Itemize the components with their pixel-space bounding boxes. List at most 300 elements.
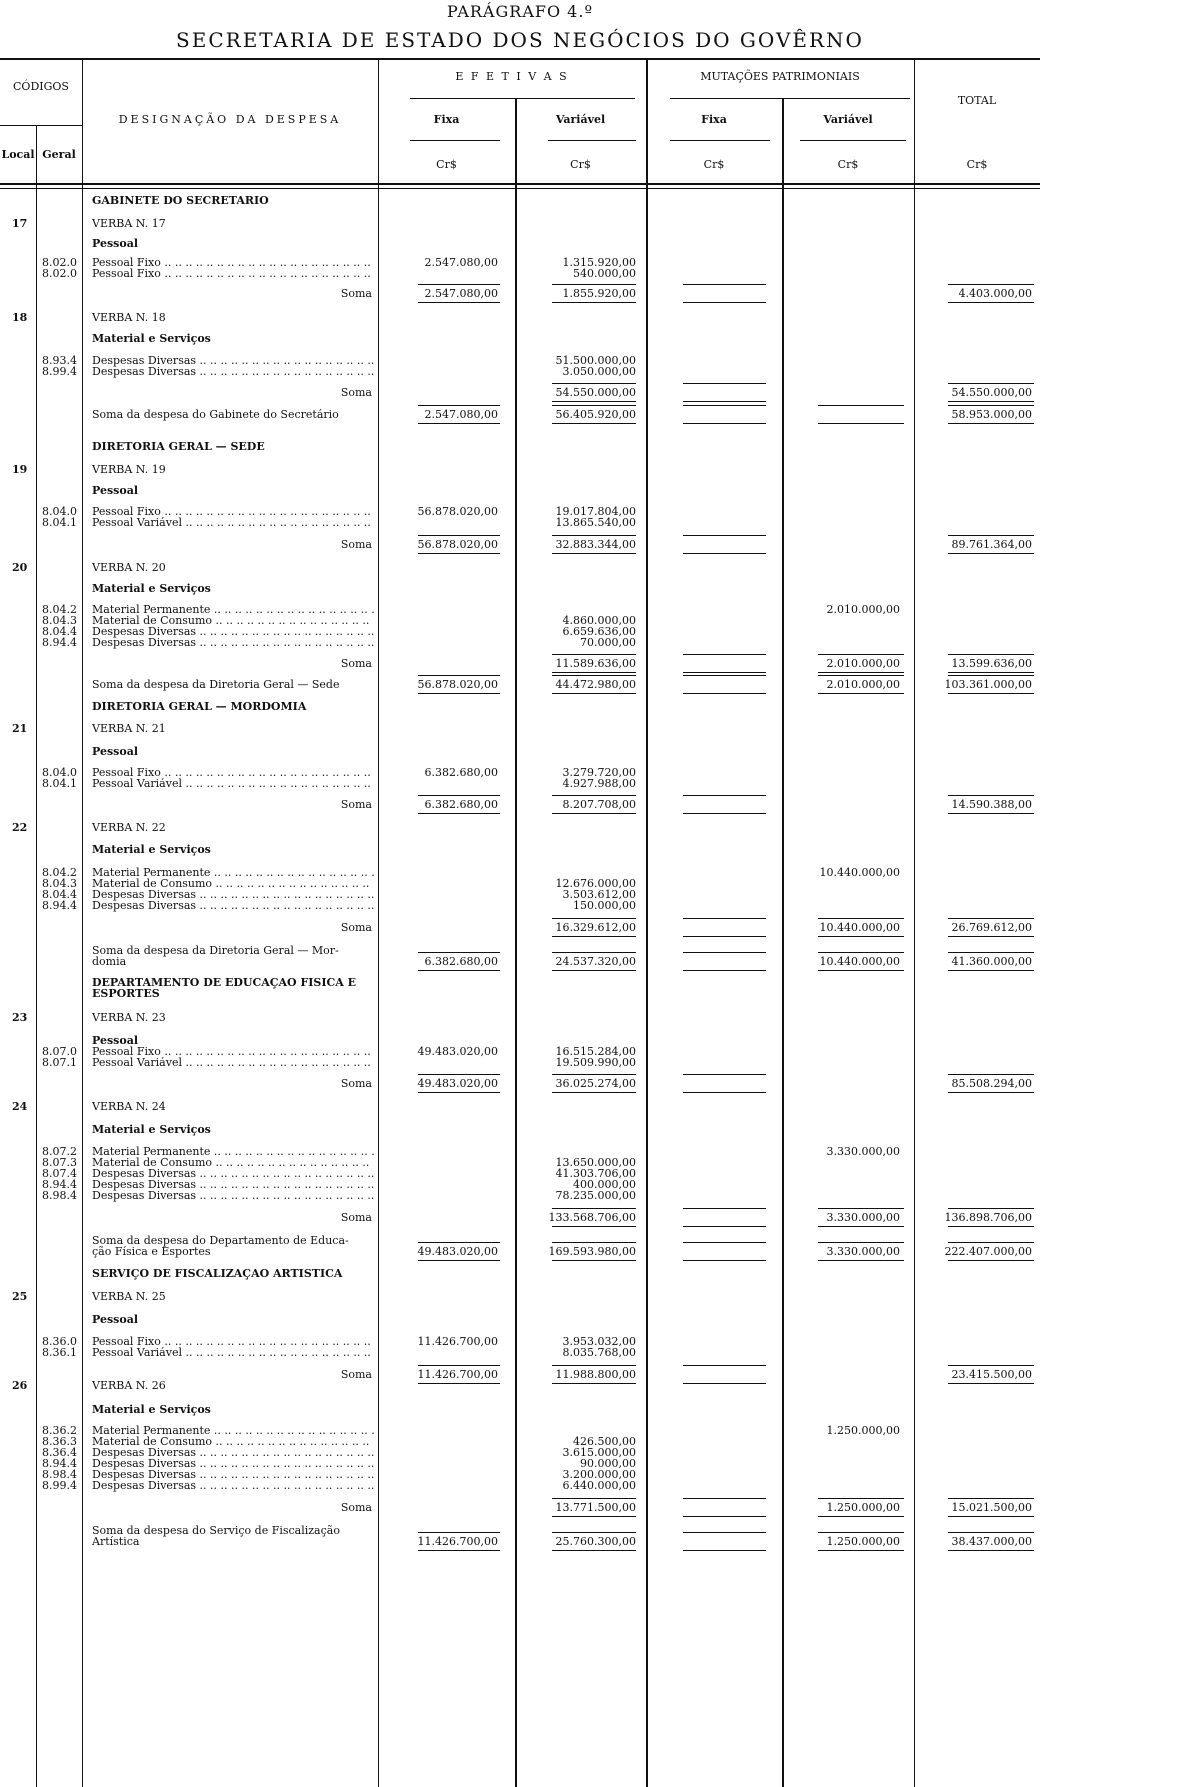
- cell-desc: Despesas Diversas .. ..: [92, 366, 374, 378]
- cell-desc: VERBA N. 24: [92, 1101, 166, 1113]
- sum-rule: [683, 795, 766, 796]
- cell-desc: Despesas Diversas .. ..: [92, 1458, 374, 1470]
- sum-rule: [948, 970, 1034, 971]
- sum-rule: [948, 918, 1034, 919]
- cell-desc: Pessoal: [92, 746, 139, 758]
- cell-desc: Soma: [340, 1078, 372, 1090]
- table-row: [0, 1291, 1040, 1303]
- sum-rule: [683, 284, 766, 285]
- sum-rule: [948, 423, 1034, 424]
- table-row: [0, 387, 1040, 399]
- cell-geral: 8.07.4: [42, 1167, 77, 1180]
- cell-desc: Pessoal: [92, 1314, 139, 1326]
- total-header: TOTAL: [957, 94, 997, 107]
- cell-desc: Material Permanente .. ..: [92, 1425, 374, 1437]
- cell-desc: Soma: [340, 387, 372, 399]
- cell-ev: 8.207.708,00: [562, 798, 636, 811]
- table-row: [0, 1212, 1040, 1224]
- cell-geral: 8.07.2: [42, 1145, 77, 1158]
- sum-rule: [683, 405, 766, 406]
- cell-geral: 8.36.0: [42, 1335, 77, 1348]
- cell-desc: Soma: [340, 799, 372, 811]
- table-row: [0, 1124, 1040, 1136]
- table-row: [0, 1057, 1040, 1069]
- cell-local: 25: [12, 1290, 28, 1303]
- cell-geral: 8.94.4: [42, 899, 77, 912]
- sum-rule: [948, 1074, 1034, 1075]
- cell-desc: GABINETE DO SECRETÁRIO: [92, 195, 269, 207]
- sum-rule: [683, 1260, 766, 1261]
- cell-geral: 8.04.2: [42, 603, 77, 616]
- cell-ev: 3.279.720,00: [562, 766, 636, 779]
- table-row: [0, 1012, 1040, 1024]
- sum-rule: [948, 1226, 1034, 1227]
- cell-geral: 8.93.4: [42, 354, 77, 367]
- sum-rule: [418, 813, 500, 814]
- cell-desc: Despesas Diversas .. ..: [92, 1447, 374, 1459]
- sum-rule: [948, 1550, 1034, 1551]
- cell-geral: 8.04.3: [42, 614, 77, 627]
- cell-ev: 24.537.320,00: [555, 955, 636, 968]
- cell-desc: Pessoal Fixo .. ..: [92, 1046, 374, 1058]
- sum-rule: [552, 952, 636, 953]
- cell-geral: 8.94.4: [42, 636, 77, 649]
- sum-rule: [818, 1242, 904, 1243]
- efetivas-header: E F E T I V A S: [455, 70, 569, 83]
- sum-rule: [552, 675, 636, 676]
- cell-desc: Despesas Diversas .. ..: [92, 900, 374, 912]
- cell-desc: VERBA N. 25: [92, 1291, 166, 1303]
- sum-rule: [948, 1260, 1034, 1261]
- cell-desc: ESPORTES: [92, 988, 160, 1000]
- cell-desc: Material de Consumo .. ..: [92, 615, 374, 627]
- cell-geral: 8.94.4: [42, 1457, 77, 1470]
- cell-mv: 3.330.000,00: [826, 1211, 900, 1224]
- cell-ev: 70.000,00: [580, 636, 636, 649]
- cell-desc: Despesas Diversas .. ..: [92, 889, 374, 901]
- cell-desc: Despesas Diversas .. ..: [92, 637, 374, 649]
- cell-ef: 49.483.020,00: [417, 1045, 498, 1058]
- designacao-header: DESIGNAÇÃO DA DESPESA: [118, 113, 342, 126]
- sum-rule: [552, 1260, 636, 1261]
- sum-rule: [948, 693, 1034, 694]
- table-row: [0, 701, 1040, 713]
- cell-desc: Material de Consumo .. ..: [92, 878, 374, 890]
- table-row: [0, 822, 1040, 834]
- cell-desc: Despesas Diversas .. ..: [92, 355, 374, 367]
- sum-rule: [418, 693, 500, 694]
- cell-ef: 2.547.080,00: [424, 287, 498, 300]
- sum-rule: [818, 1208, 904, 1209]
- cell-geral: 8.99.4: [42, 365, 77, 378]
- cell-tot: 41.360.000,00: [951, 955, 1032, 968]
- cell-tot: 103.361.000,00: [944, 678, 1032, 691]
- sum-rule: [552, 672, 636, 673]
- cell-geral: 8.04.3: [42, 877, 77, 890]
- cell-ev: 90.000,00: [580, 1457, 636, 1470]
- table-row: [0, 778, 1040, 790]
- sum-rule: [552, 401, 636, 402]
- sum-rule: [818, 1498, 904, 1499]
- cell-desc: Soma: [340, 288, 372, 300]
- cell-ev: 12.676.000,00: [555, 877, 636, 890]
- cell-desc: Pessoal Fixo .. ..: [92, 506, 374, 518]
- cell-ef: 6.382.680,00: [424, 955, 498, 968]
- cell-desc: VERBA N. 19: [92, 464, 166, 476]
- cell-desc: Soma da despesa da Diretoria Geral — Sede: [92, 679, 340, 691]
- cell-ev: 4.860.000,00: [562, 614, 636, 627]
- cell-desc: DEPARTAMENTO DE EDUCAÇÃO FÍSICA E: [92, 977, 357, 989]
- sum-rule: [552, 1074, 636, 1075]
- cell-geral: 8.07.0: [42, 1045, 77, 1058]
- cell-desc: VERBA N. 21: [92, 723, 166, 735]
- cell-local: 17: [12, 217, 28, 230]
- sum-rule: [948, 535, 1034, 536]
- cell-desc: Soma da despesa do Departamento de Educa-: [92, 1235, 349, 1247]
- cell-desc: Soma: [340, 539, 372, 551]
- cell-desc: Pessoal: [92, 238, 139, 250]
- sum-rule: [683, 693, 766, 694]
- cell-desc: Despesas Diversas .. ..: [92, 1168, 374, 1180]
- table-row: [0, 1101, 1040, 1113]
- sum-rule: [552, 423, 636, 424]
- geral-header: Geral: [42, 148, 76, 161]
- cell-desc: Pessoal Fixo .. ..: [92, 268, 374, 280]
- cell-desc: SERVIÇO DE FISCALIZAÇÃO ARTÍSTICA: [92, 1268, 343, 1280]
- sum-rule: [418, 1550, 500, 1551]
- table-row: [0, 1480, 1040, 1492]
- cell-ev: 3.953.032,00: [562, 1335, 636, 1348]
- table-row: [0, 441, 1040, 453]
- sum-rule: [683, 423, 766, 424]
- cell-geral: 8.07.3: [42, 1156, 77, 1169]
- sum-rule: [418, 795, 500, 796]
- currency-ef: Cr$: [436, 158, 457, 171]
- sum-rule: [948, 675, 1034, 676]
- cell-desc: Material e Serviços: [92, 844, 211, 856]
- cell-ef: 56.878.020,00: [417, 538, 498, 551]
- cell-ev: 32.883.344,00: [555, 538, 636, 551]
- sum-rule: [818, 970, 904, 971]
- sum-rule: [818, 693, 904, 694]
- table-row: [0, 1536, 1040, 1548]
- cell-mv: 3.330.000,00: [826, 1145, 900, 1158]
- sum-rule: [818, 1532, 904, 1533]
- cell-ev: 3.503.612,00: [562, 888, 636, 901]
- sum-rule: [683, 675, 766, 676]
- sum-rule: [552, 918, 636, 919]
- sum-rule: [818, 936, 904, 937]
- cell-desc: Material e Serviços: [92, 1404, 211, 1416]
- table-row: [0, 517, 1040, 529]
- cell-local: 26: [12, 1379, 28, 1392]
- cell-ev: 36.025.274,00: [555, 1077, 636, 1090]
- table-row: [0, 1314, 1040, 1326]
- cell-desc: Soma: [340, 1212, 372, 1224]
- cell-mv: 10.440.000,00: [819, 955, 900, 968]
- sum-rule: [818, 672, 904, 673]
- cell-ev: 13.865.540,00: [555, 516, 636, 529]
- sum-rule: [818, 918, 904, 919]
- sum-rule: [418, 1365, 500, 1366]
- sum-rule: [683, 813, 766, 814]
- cell-ef: 49.483.020,00: [417, 1245, 498, 1258]
- sum-rule: [818, 423, 904, 424]
- table-row: [0, 1502, 1040, 1514]
- currency-mf: Cr$: [703, 158, 725, 171]
- cell-ev: 11.988.800,00: [555, 1368, 636, 1381]
- cell-desc: VERBA N. 23: [92, 1012, 166, 1024]
- sum-rule: [552, 1208, 636, 1209]
- cell-geral: 8.04.0: [42, 505, 77, 518]
- cell-ev: 3.050.000,00: [562, 365, 636, 378]
- cell-desc: DIRETORIA GERAL — SEDE: [92, 441, 265, 453]
- cell-desc: Despesas Diversas .. ..: [92, 1469, 374, 1481]
- sum-rule: [552, 813, 636, 814]
- cell-desc: VERBA N. 26: [92, 1380, 166, 1392]
- table-row: [0, 1246, 1040, 1258]
- cell-ev: 150.000,00: [573, 899, 636, 912]
- sum-rule: [948, 383, 1034, 384]
- cell-desc: Material e Serviços: [92, 583, 211, 595]
- sum-rule: [948, 1208, 1034, 1209]
- cell-desc: VERBA N. 17: [92, 218, 166, 230]
- table-row: [0, 799, 1040, 811]
- sum-rule: [948, 952, 1034, 953]
- cell-ef: 2.547.080,00: [424, 408, 498, 421]
- cell-local: 24: [12, 1100, 28, 1113]
- table-row: [0, 746, 1040, 758]
- sum-rule: [683, 1365, 766, 1366]
- sum-rule: [683, 1550, 766, 1551]
- sum-rule: [418, 405, 500, 406]
- cell-geral: 8.99.4: [42, 1479, 77, 1492]
- cell-ev: 1.855.920,00: [562, 287, 636, 300]
- cell-desc: Despesas Diversas .. ..: [92, 626, 374, 638]
- cell-mv: 10.440.000,00: [819, 921, 900, 934]
- cell-ev: 540.000,00: [573, 267, 636, 280]
- sum-rule: [818, 1260, 904, 1261]
- sum-rule: [418, 423, 500, 424]
- sum-rule: [948, 936, 1034, 937]
- cell-desc: ção Física e Esportes: [92, 1246, 211, 1258]
- sum-rule: [683, 952, 766, 953]
- sum-rule: [818, 1516, 904, 1517]
- sum-rule: [418, 1092, 500, 1093]
- cell-ev: 16.515.284,00: [555, 1045, 636, 1058]
- sum-rule: [552, 936, 636, 937]
- sum-rule: [683, 1242, 766, 1243]
- cell-geral: 8.02.0: [42, 267, 77, 280]
- sum-rule: [683, 936, 766, 937]
- sum-rule: [683, 535, 766, 536]
- table-row: [0, 218, 1040, 230]
- cell-local: 18: [12, 311, 28, 324]
- codigos-header: CÓDIGOS: [13, 80, 69, 93]
- cell-tot: 23.415.500,00: [951, 1368, 1032, 1381]
- cell-ev: 400.000,00: [573, 1178, 636, 1191]
- cell-ef: 6.382.680,00: [424, 798, 498, 811]
- sum-rule: [818, 675, 904, 676]
- table-row: [0, 312, 1040, 324]
- cell-desc: Material e Serviços: [92, 1124, 211, 1136]
- table-row: [0, 723, 1040, 735]
- cell-geral: 8.04.1: [42, 516, 77, 529]
- cell-ef: 56.878.020,00: [417, 505, 498, 518]
- cell-desc: Material Permanente .. ..: [92, 867, 374, 879]
- sum-rule: [683, 1208, 766, 1209]
- sum-rule: [948, 401, 1034, 402]
- sum-rule: [552, 795, 636, 796]
- cell-local: 20: [12, 561, 28, 574]
- cell-geral: 8.07.1: [42, 1056, 77, 1069]
- cell-ev: 3.200.000,00: [562, 1468, 636, 1481]
- cell-desc: Material de Consumo .. ..: [92, 1157, 374, 1169]
- cell-geral: 8.04.0: [42, 766, 77, 779]
- cell-ev: 13.650.000,00: [555, 1156, 636, 1169]
- cell-desc: Soma da despesa do Gabinete do Secretário: [92, 409, 339, 421]
- sum-rule: [818, 952, 904, 953]
- cell-ev: 1.315.920,00: [562, 256, 636, 269]
- sum-rule: [683, 1516, 766, 1517]
- cell-ev: 56.405.920,00: [555, 408, 636, 421]
- cell-ev: 19.017.804,00: [555, 505, 636, 518]
- page-title: SECRETARIA DE ESTADO DOS NEGÓCIOS DO GOVÊRNO: [176, 28, 864, 52]
- cell-ev: 8.035.768,00: [562, 1346, 636, 1359]
- currency-total: Cr$: [966, 158, 988, 171]
- sum-rule: [552, 553, 636, 554]
- cell-tot: 85.508.294,00: [951, 1077, 1032, 1090]
- cell-ev: 54.550.000,00: [555, 386, 636, 399]
- table-row: [0, 1347, 1040, 1359]
- sum-rule: [948, 405, 1034, 406]
- cell-tot: 54.550.000,00: [951, 386, 1032, 399]
- sum-rule: [948, 1242, 1034, 1243]
- sum-rule: [552, 1242, 636, 1243]
- sum-rule: [683, 918, 766, 919]
- cell-local: 23: [12, 1011, 28, 1024]
- sum-rule: [552, 405, 636, 406]
- cell-local: 21: [12, 722, 28, 735]
- cell-mv: 2.010.000,00: [826, 657, 900, 670]
- paragraph-heading: PARÁGRAFO 4.º: [447, 2, 593, 21]
- sum-rule: [552, 383, 636, 384]
- cell-desc: Pessoal Fixo .. ..: [92, 767, 374, 779]
- sum-rule: [948, 813, 1034, 814]
- cell-desc: Soma da despesa da Diretoria Geral — Mor-: [92, 945, 339, 957]
- cell-desc: Material e Serviços: [92, 333, 211, 345]
- cell-desc: Pessoal Variável .. ..: [92, 517, 374, 529]
- sum-rule: [552, 284, 636, 285]
- sum-rule: [683, 672, 766, 673]
- cell-mv: 1.250.000,00: [826, 1424, 900, 1437]
- cell-ev: 11.589.636,00: [555, 657, 636, 670]
- cell-desc: Pessoal Variável .. ..: [92, 778, 374, 790]
- sum-rule: [418, 553, 500, 554]
- cell-ev: 41.303.706,00: [555, 1167, 636, 1180]
- cell-ev: 44.472.980,00: [555, 678, 636, 691]
- local-header: Local: [1, 148, 35, 161]
- currency-mv: Cr$: [837, 158, 859, 171]
- cell-ev: 426.500,00: [573, 1435, 636, 1448]
- cell-desc: Material de Consumo .. ..: [92, 1436, 374, 1448]
- cell-desc: VERBA N. 22: [92, 822, 166, 834]
- table-row: [0, 485, 1040, 497]
- cell-desc: VERBA N. 20: [92, 562, 166, 574]
- sum-rule: [552, 970, 636, 971]
- table-row: [0, 988, 1040, 1000]
- sum-rule: [552, 1532, 636, 1533]
- cell-tot: 15.021.500,00: [951, 1501, 1032, 1514]
- sum-rule: [948, 284, 1034, 285]
- sum-rule: [948, 1532, 1034, 1533]
- sum-rule: [683, 401, 766, 402]
- cell-geral: 8.36.2: [42, 1424, 77, 1437]
- cell-mv: 2.010.000,00: [826, 603, 900, 616]
- cell-geral: 8.36.4: [42, 1446, 77, 1459]
- cell-desc: Despesas Diversas .. ..: [92, 1179, 374, 1191]
- sum-rule: [683, 970, 766, 971]
- cell-desc: Artística: [92, 1536, 140, 1548]
- cell-mv: 1.250.000,00: [826, 1501, 900, 1514]
- sum-rule: [948, 672, 1034, 673]
- cell-ef: 56.878.020,00: [417, 678, 498, 691]
- cell-tot: 26.769.612,00: [951, 921, 1032, 934]
- table-row: [0, 268, 1040, 280]
- sum-rule: [818, 654, 904, 655]
- table-row: [0, 583, 1040, 595]
- cell-mv: 1.250.000,00: [826, 1535, 900, 1548]
- cell-geral: 8.98.4: [42, 1189, 77, 1202]
- table-row: [0, 562, 1040, 574]
- cell-desc: Pessoal: [92, 1035, 139, 1047]
- table-row: [0, 658, 1040, 670]
- sum-rule: [818, 1226, 904, 1227]
- mutacoes-fixa-header: Fixa: [701, 113, 727, 126]
- cell-desc: Material Permanente .. ..: [92, 604, 374, 616]
- cell-ef: 6.382.680,00: [424, 766, 498, 779]
- sum-rule: [683, 1226, 766, 1227]
- table-row: [0, 1268, 1040, 1280]
- cell-ev: 4.927.988,00: [562, 777, 636, 790]
- sum-rule: [552, 1516, 636, 1517]
- table-row: [0, 1380, 1040, 1392]
- sum-rule: [683, 1074, 766, 1075]
- table-row: [0, 844, 1040, 856]
- cell-ef: 11.426.700,00: [417, 1368, 498, 1381]
- sum-rule: [948, 1498, 1034, 1499]
- cell-desc: DIRETORIA GERAL — MORDOMIA: [92, 701, 307, 713]
- cell-desc: Soma: [340, 922, 372, 934]
- cell-ev: 133.568.706,00: [548, 1211, 636, 1224]
- cell-geral: 8.04.1: [42, 777, 77, 790]
- cell-tot: 38.437.000,00: [951, 1535, 1032, 1548]
- sum-rule: [418, 1532, 500, 1533]
- cell-desc: Material Permanente .. ..: [92, 1146, 374, 1158]
- cell-desc: Pessoal: [92, 485, 139, 497]
- cell-ev: 6.440.000,00: [562, 1479, 636, 1492]
- cell-ev: 16.329.612,00: [555, 921, 636, 934]
- cell-ef: 11.426.700,00: [417, 1535, 498, 1548]
- table-row: [0, 900, 1040, 912]
- sum-rule: [552, 654, 636, 655]
- cell-ev: 25.760.300,00: [555, 1535, 636, 1548]
- table-row: [0, 409, 1040, 421]
- sum-rule: [948, 302, 1034, 303]
- sum-rule: [948, 1365, 1034, 1366]
- cell-desc: VERBA N. 18: [92, 312, 166, 324]
- sum-rule: [418, 284, 500, 285]
